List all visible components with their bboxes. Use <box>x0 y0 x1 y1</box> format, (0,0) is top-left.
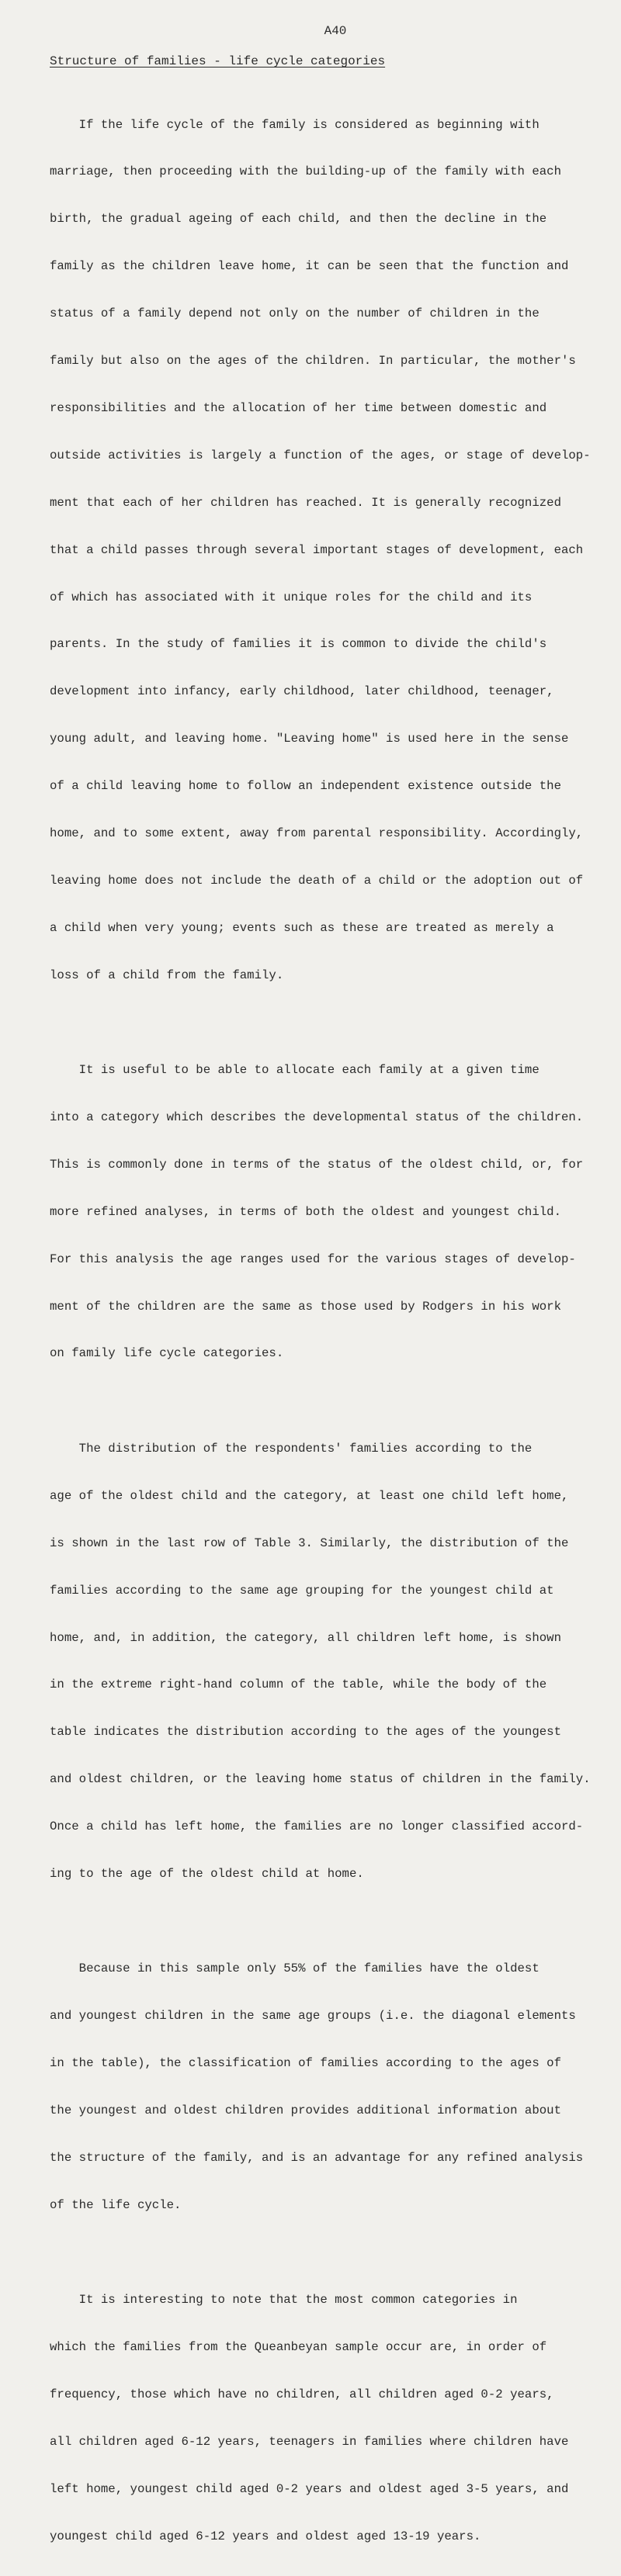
text-line: leaving home does not include the death of a child or the adoption out of <box>50 873 584 888</box>
text-line: youngest child aged 6-12 years and oldest aged 13-19 years. <box>50 2529 481 2543</box>
text-line: status of a family depend not only on the number of children in the <box>50 306 539 321</box>
text-line: is shown in the last row of Table 3. Similarly, the distribution of the <box>50 1536 569 1550</box>
text-line: all children aged 6-12 years, teenagers in families where children have <box>50 2435 569 2450</box>
text-line: more refined analyses, in terms of both the oldest and youngest child. <box>50 1204 561 1219</box>
text-line: in the table), the classification of families according to the ages of <box>50 2056 561 2071</box>
text-line: in the extreme right-hand column of the table, while the body of the <box>50 1678 547 1692</box>
text-line: Once a child has left home, the families are no longer classified accord- <box>50 1819 584 1834</box>
text-line: on family life cycle categories. <box>50 1346 284 1361</box>
text-line: development into infancy, early childhood, later childhood, teenager, <box>50 684 554 699</box>
text-line: ing to the age of the oldest child at home. <box>50 1866 364 1881</box>
text-line: age of the oldest child and the category, at least one child left home, <box>50 1488 569 1503</box>
text-line: left home, youngest child aged 0-2 years and oldest aged 3-5 years, and <box>50 2481 569 2496</box>
text-line: outside activities is largely a function of the ages, or stage of develop- <box>50 448 591 462</box>
page-number: A40 <box>324 24 347 38</box>
text-line: young adult, and leaving home. "Leaving home" is used here in the sense <box>50 732 569 746</box>
text-line: that a child passes through several important stages of development, each <box>50 542 584 557</box>
text-line: the structure of the family, and is an advantage for any refined analysis <box>50 2151 584 2165</box>
text-line: This is commonly done in terms of the status of the oldest child, or, for <box>50 1157 584 1172</box>
text-line: responsibilities and the allocation of her time between domestic and <box>50 400 547 415</box>
text-line: It is useful to be able to allocate each family at a given time <box>50 1063 539 1078</box>
text-line: Because in this sample only 55% of the families have the oldest <box>50 1961 539 1976</box>
text-line: ment of the children are the same as those used by Rodgers in his work <box>50 1299 561 1314</box>
text-line: of a child leaving home to follow an independent existence outside the <box>50 779 561 794</box>
text-line: family but also on the ages of the children. In particular, the mother's <box>50 354 576 369</box>
text-line: of the life cycle. <box>50 2197 182 2212</box>
text-line: It is interesting to note that the most common categories in <box>50 2293 518 2308</box>
text-line: families according to the same age grouping for the youngest child at <box>50 1583 554 1598</box>
text-line: The distribution of the respondents' families according to the <box>50 1441 533 1456</box>
text-line: For this analysis the age ranges used for the various stages of develop- <box>50 1252 576 1266</box>
text-line: marriage, then proceeding with the building-up of the family with each <box>50 164 561 179</box>
text-line: into a category which describes the developmental status of the children. <box>50 1110 584 1124</box>
paragraph-4 <box>50 1930 605 2245</box>
text-line: If the life cycle of the family is considered as beginning with <box>50 117 539 132</box>
text-line: ment that each of her children has reached. It is generally recognized <box>50 495 561 510</box>
paragraph-2 <box>50 1031 605 1394</box>
text-line: family as the children leave home, it can be seen that the function and <box>50 259 569 274</box>
text-line: a child when very young; events such as these are treated as merely a <box>50 920 554 935</box>
text-line: loss of a child from the family. <box>50 968 284 982</box>
text-line: which the families from the Queanbeyan sample occur are, in order of <box>50 2340 547 2355</box>
text-line: birth, the gradual ageing of each child, and then the decline in the <box>50 212 547 227</box>
text-line: the youngest and oldest children provides additional information about <box>50 2103 561 2118</box>
text-line: and youngest children in the same age groups (i.e. the diagonal elements <box>50 2009 576 2024</box>
text-line: of which has associated with it unique roles for the child and its <box>50 590 533 604</box>
paragraph-3 <box>50 1409 605 1913</box>
text-line: frequency, those which have no children, all children aged 0-2 years, <box>50 2387 554 2402</box>
text-line: table indicates the distribution according to the ages of the youngest <box>50 1725 561 1740</box>
text-line: and oldest children, or the leaving home status of children in the family. <box>50 1772 591 1787</box>
paragraph-1 <box>50 85 605 1015</box>
paragraph-5 <box>50 2261 605 2576</box>
section-title: Structure of families - life cycle categories <box>50 54 386 68</box>
text-line: parents. In the study of families it is common to divide the child's <box>50 637 547 652</box>
text-line: home, and, in addition, the category, all children left home, is shown <box>50 1630 561 1645</box>
text-line: home, and to some extent, away from parental responsibility. Accordingly, <box>50 826 584 840</box>
